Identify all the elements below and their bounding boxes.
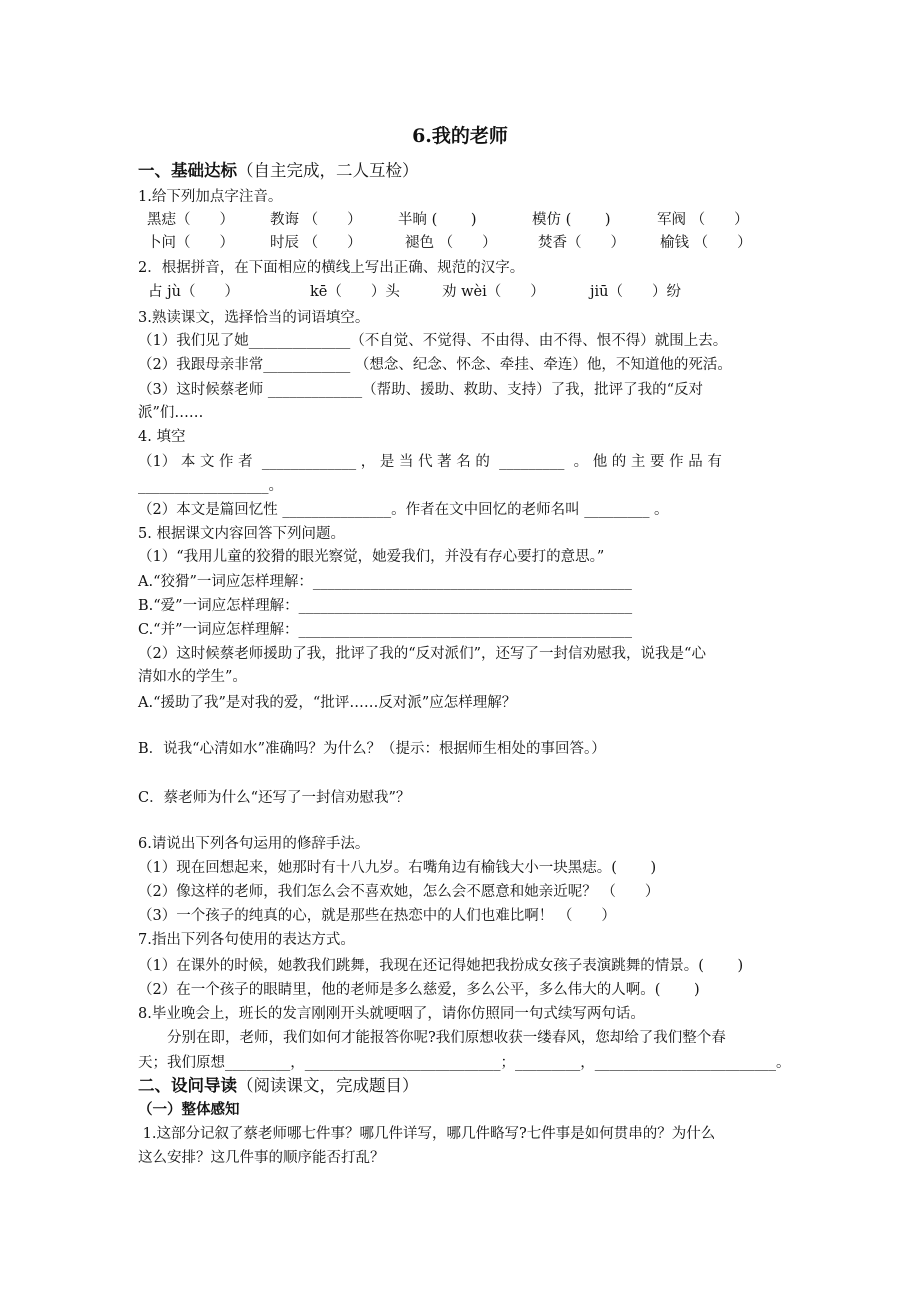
q3-line: （3）这时候蔡老师 _____________（帮助、援助、救助、支持）了我，批评了我的“反对 [138, 382, 703, 398]
q1-item: 黑痣（ ） [147, 212, 234, 228]
q4-line: （1） 本 文 作 者 _____________ ， 是 当 代 著 名 的 _________ 。 他 的 主 要 作 品 有 [138, 454, 722, 470]
q1-item: 半晌 ( ) [398, 212, 477, 228]
q4-label: 4. 填空 [138, 429, 186, 445]
q5-line: 清如水的学生”。 [138, 669, 247, 685]
q3-line: （2）我跟母亲非常____________ （想念、纪念、怀念、牵挂、牵连）他，不知道他的死活。 [138, 357, 732, 373]
q4-line: （2）本文是篇回忆性 _______________。作者在文中回忆的老师名叫 _________ 。 [138, 502, 669, 518]
q3-line: 派”们…… [138, 405, 204, 421]
q1-item: 模仿 ( ) [532, 212, 611, 228]
q3-line: （1）我们见了她______________（不自觉、不觉得、不由得、由不得、恨不得）就围上去。 [138, 333, 728, 349]
q5-line: A.“狡猾”一词应怎样理解：____________________________________________ [138, 574, 632, 590]
section-2-heading [138, 1076, 419, 1096]
q6-line: （2）像这样的老师，我们怎么会不喜欢她，怎么会不愿意和她亲近呢？ （ ） [138, 884, 660, 900]
q2-label: 2．根据拼音，在下面相应的横线上写出正确、规范的汉字。 [138, 260, 525, 276]
s2-question-line: 1.这部分记叙了蔡老师哪七件事？哪几件详写，哪几件略写?七件事是如何贯串的？为什么 [138, 1126, 716, 1142]
section-1-title: 一、基础达标 [138, 161, 237, 180]
q8-line: 天；我们原想_________，___________________________；_________，_________________________。 [138, 1055, 791, 1071]
subsection-heading: （一）整体感知 [138, 1101, 240, 1118]
q1-item: 榆钱 （ ） [660, 235, 752, 251]
q4-line: __________________。 [138, 478, 283, 494]
q6-line: （3）一个孩子的纯真的心，就是那些在热恋中的人们也难比啊！ （ ） [138, 908, 616, 924]
q2-item: 占 jù（ ） [148, 284, 239, 300]
q2-item: 劝 wèi（ ） [442, 284, 545, 300]
q3-label: 3.熟读课文，选择恰当的词语填空。 [138, 310, 370, 326]
section-2-title: 二、设问导读 [138, 1076, 237, 1095]
q5-line: B.“爱”一词应怎样理解：______________________________________________ [138, 598, 633, 614]
q5-question: C．蔡老师为什么“还写了一封信劝慰我”？ [138, 790, 411, 806]
q1-item: 焚香（ ） [538, 235, 625, 251]
q5-line: （2）这时候蔡老师援助了我，批评了我的“反对派们”，还写了一封信劝慰我，说我是“心 [138, 646, 706, 662]
q6-line: （1）现在回想起来，她那时有十八九岁。右嘴角边有榆钱大小一块黑痣。( ) [138, 860, 657, 876]
q5-line: C.“并”一词应怎样理解：______________________________________________ [138, 622, 633, 638]
q5-label: 5. 根据课文内容回答下列问题。 [138, 526, 345, 542]
section-1-note: （自主完成，二人互检） [237, 161, 419, 180]
q5-question: A.“援助了我”是对我的爱，“批评……反对派”应怎样理解？ [138, 695, 517, 711]
q5-question: B．说我“心清如水”准确吗？为什么？（提示：根据师生相处的事回答。） [138, 741, 606, 757]
section-1-heading [138, 161, 419, 181]
q8-line: 分别在即，老师，我们如何才能报答你呢?我们原想收获一缕春风，您却给了我们整个春 [138, 1030, 726, 1046]
q5-line: （1）“我用儿童的狡猾的眼光察觉，她爱我们，并没有存心要打的意思。” [138, 549, 605, 565]
q1-label: 1.给下列加点字注音。 [138, 189, 283, 205]
q1-item: 卜问（ ） [147, 235, 234, 251]
section-2-note: （阅读课文，完成题目） [237, 1076, 419, 1095]
q1-item: 军阀 （ ） [657, 212, 749, 228]
q2-item: kē（ ）头 [310, 284, 400, 300]
q1-item: 教诲 （ ） [270, 212, 362, 228]
q8-label: 8.毕业晚会上，班长的发言刚刚开头就哽咽了，请你仿照同一句式续写两句话。 [138, 1006, 645, 1022]
q1-item: 时辰 （ ） [270, 235, 362, 251]
q6-label: 6.请说出下列各句运用的修辞手法。 [138, 836, 370, 852]
page-title: 6.我的老师 [412, 125, 508, 147]
q2-item: jiū（ ）纷 [590, 284, 681, 300]
q7-label: 7.指出下列各句使用的表达方式。 [138, 932, 355, 948]
q7-line: （2）在一个孩子的眼睛里，他的老师是多么慈爱，多么公平，多么伟大的人啊。( ) [138, 982, 700, 998]
s2-question-line: 这么安排？这几件事的顺序能否打乱？ [138, 1150, 385, 1166]
q1-item: 褪色 （ ） [405, 235, 497, 251]
q7-line: （1）在课外的时候，她教我们跳舞，我现在还记得她把我扮成女孩子表演跳舞的情景。( ) [138, 958, 744, 974]
